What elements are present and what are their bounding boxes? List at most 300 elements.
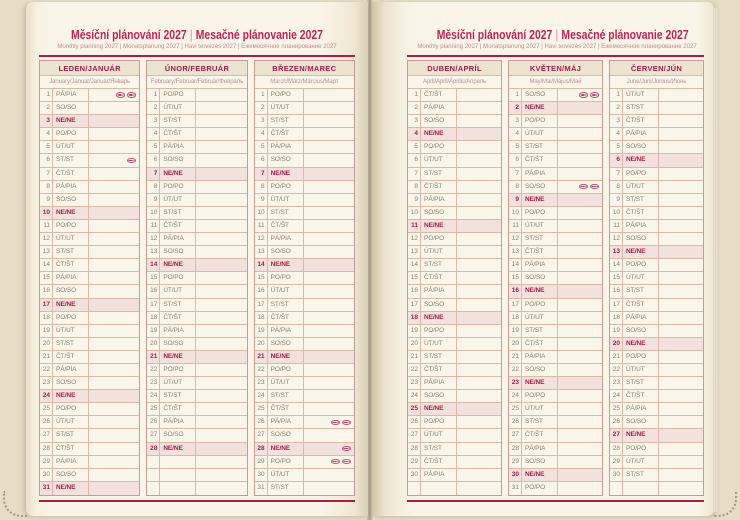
- day-name: SO/SO: [522, 456, 558, 468]
- day-row-april-27: [408, 429, 501, 442]
- day-number: 13: [610, 246, 623, 258]
- day-name: PÁ/PIA: [522, 259, 558, 271]
- day-name: ST/ST: [160, 299, 196, 311]
- day-name: ČT/ŠT: [268, 403, 304, 415]
- day-number: 22: [255, 364, 268, 376]
- day-row-april-5: [408, 141, 501, 154]
- day-row-february-4: [147, 128, 246, 141]
- day-row-june-28: [610, 443, 703, 456]
- day-row-march-6: [255, 154, 354, 167]
- day-number: 31: [40, 482, 53, 495]
- day-notes: [89, 299, 139, 311]
- day-number: 27: [408, 429, 421, 441]
- day-notes: [196, 469, 246, 481]
- day-notes: [89, 259, 139, 271]
- day-number: 18: [40, 312, 53, 324]
- day-notes: [304, 89, 354, 101]
- day-number: 2: [509, 102, 522, 114]
- day-name: ÚT/UT: [268, 194, 304, 206]
- day-notes: [457, 364, 501, 376]
- day-name: ČT/ŠT: [421, 89, 457, 101]
- day-name: ČT/ŠT: [421, 181, 457, 193]
- day-number: 3: [610, 115, 623, 127]
- day-row-february-19: [147, 325, 246, 338]
- day-number: 12: [40, 233, 53, 245]
- day-notes: [558, 181, 602, 193]
- day-name: ČT/ŠT: [160, 403, 196, 415]
- day-row-january-6: [40, 154, 139, 167]
- day-notes: [304, 456, 354, 468]
- day-name: SO/SO: [421, 390, 457, 402]
- day-number: 17: [408, 299, 421, 311]
- day-number: 26: [147, 416, 160, 428]
- day-name: PO/PO: [268, 364, 304, 376]
- day-notes: [558, 220, 602, 232]
- day-number: 6: [40, 154, 53, 166]
- day-row-march-5: [255, 141, 354, 154]
- day-name: ČT/ŠT: [623, 299, 659, 311]
- day-row-april-22: [408, 364, 501, 377]
- day-name: PÁ/PIA: [268, 325, 304, 337]
- holiday-flag-icon: [579, 184, 588, 190]
- day-notes: [457, 285, 501, 297]
- day-number: 8: [40, 181, 53, 193]
- day-notes: [558, 469, 602, 481]
- day-notes: [659, 181, 703, 193]
- month-grid: [40, 89, 139, 495]
- day-name: PO/PO: [160, 89, 196, 101]
- day-row-may-11: [509, 220, 602, 233]
- day-number: 23: [610, 377, 623, 389]
- day-name: ÚT/UT: [160, 285, 196, 297]
- cover-stitching-bottom-left: [3, 491, 27, 517]
- day-name: ÚT/UT: [522, 220, 558, 232]
- month-grid: [408, 89, 501, 495]
- day-name: PO/PO: [160, 181, 196, 193]
- title-slovak: Mesačné plánovanie 2027: [195, 27, 323, 42]
- day-name: PÁ/PIA: [522, 168, 558, 180]
- day-notes: [457, 259, 501, 271]
- day-number: [147, 482, 160, 495]
- day-notes: [304, 364, 354, 376]
- footer-rule: [407, 500, 704, 502]
- day-row-june-4: [610, 128, 703, 141]
- day-number: 7: [610, 168, 623, 180]
- day-number: 10: [610, 207, 623, 219]
- day-name: ÚT/UT: [268, 102, 304, 114]
- day-notes: [196, 233, 246, 245]
- day-name: PÁ/PIA: [623, 403, 659, 415]
- day-number: 12: [610, 233, 623, 245]
- day-row-march-23: [255, 377, 354, 390]
- day-row-may-28: [509, 443, 602, 456]
- day-name: ÚT/UT: [53, 416, 89, 428]
- day-row-may-24: [509, 390, 602, 403]
- day-number: 9: [255, 194, 268, 206]
- day-row-june-8: [610, 181, 703, 194]
- day-name: ST/ST: [623, 194, 659, 206]
- day-name: PÁ/PIA: [53, 89, 89, 101]
- day-number: 23: [509, 377, 522, 389]
- day-row-june-11: [610, 220, 703, 233]
- day-number: 1: [610, 89, 623, 101]
- day-notes: [304, 194, 354, 206]
- day-row-april-2: [408, 102, 501, 115]
- day-name: NE/NE: [623, 429, 659, 441]
- day-notes: [304, 220, 354, 232]
- day-number: 7: [147, 168, 160, 180]
- day-row-march-1: [255, 89, 354, 102]
- day-name: SO/SO: [522, 272, 558, 284]
- day-row-january-16: [40, 285, 139, 298]
- day-notes: [457, 246, 501, 258]
- day-row-february-18: [147, 312, 246, 325]
- day-notes: [304, 338, 354, 350]
- day-notes: [457, 220, 501, 232]
- day-name: NE/NE: [268, 443, 304, 455]
- day-number: 18: [147, 312, 160, 324]
- holiday-flag-icon: [590, 184, 599, 190]
- day-notes: [558, 482, 602, 495]
- day-number: 7: [509, 168, 522, 180]
- day-notes: [304, 390, 354, 402]
- day-row-april-10: [408, 207, 501, 220]
- day-row-march-2: [255, 102, 354, 115]
- day-notes: [89, 246, 139, 258]
- day-name: NE/NE: [268, 259, 304, 271]
- day-notes: [457, 128, 501, 140]
- day-name: PÁ/PIA: [53, 456, 89, 468]
- day-row-march-22: [255, 364, 354, 377]
- day-row-may-20: [509, 338, 602, 351]
- day-number: 11: [147, 220, 160, 232]
- holiday-flag-icon: [342, 459, 351, 465]
- day-row-february-3: [147, 115, 246, 128]
- day-number: 15: [147, 272, 160, 284]
- day-number: 8: [147, 181, 160, 193]
- day-notes: [457, 89, 501, 101]
- day-number: [147, 469, 160, 481]
- day-number: 4: [408, 128, 421, 140]
- day-notes: [89, 325, 139, 337]
- day-notes: [304, 469, 354, 481]
- day-notes: [304, 246, 354, 258]
- day-name: NE/NE: [53, 482, 89, 495]
- day-number: 6: [147, 154, 160, 166]
- day-number: 4: [610, 128, 623, 140]
- day-notes: [558, 207, 602, 219]
- day-notes: [457, 272, 501, 284]
- day-notes: [304, 233, 354, 245]
- day-row-april-23: [408, 377, 501, 390]
- day-row-february-21: [147, 351, 246, 364]
- day-name: PO/PO: [268, 89, 304, 101]
- day-name: SO/SO: [522, 364, 558, 376]
- day-row-march-26: [255, 416, 354, 429]
- day-number: 25: [408, 403, 421, 415]
- day-row-march-21: [255, 351, 354, 364]
- day-row-february-22: [147, 364, 246, 377]
- day-notes: [558, 89, 602, 101]
- day-number: 25: [40, 403, 53, 415]
- day-name: ST/ST: [522, 141, 558, 153]
- day-notes: [659, 194, 703, 206]
- day-number: 2: [255, 102, 268, 114]
- day-notes: [558, 115, 602, 127]
- day-name: ČT/ŠT: [268, 220, 304, 232]
- day-name: NE/NE: [522, 377, 558, 389]
- day-number: 26: [509, 416, 522, 428]
- day-notes: [196, 220, 246, 232]
- day-number: 28: [147, 443, 160, 455]
- day-notes: [196, 364, 246, 376]
- day-notes: [89, 128, 139, 140]
- day-notes: [304, 403, 354, 415]
- day-number: 24: [408, 390, 421, 402]
- day-notes: [659, 102, 703, 114]
- day-row-june-14: [610, 259, 703, 272]
- day-number: 5: [40, 141, 53, 153]
- holiday-flag-icon: [331, 420, 340, 426]
- day-row-january-9: [40, 194, 139, 207]
- day-name: PO/PO: [522, 390, 558, 402]
- day-row-may-6: [509, 154, 602, 167]
- day-number: 9: [610, 194, 623, 206]
- day-name: NE/NE: [623, 338, 659, 350]
- day-name: ÚT/UT: [268, 285, 304, 297]
- day-number: 5: [147, 141, 160, 153]
- day-name: PÁ/PIA: [421, 285, 457, 297]
- day-notes: [89, 168, 139, 180]
- day-notes: [196, 416, 246, 428]
- day-notes: [89, 364, 139, 376]
- day-number: 24: [509, 390, 522, 402]
- day-notes: [457, 469, 501, 481]
- day-row-february-15: [147, 272, 246, 285]
- day-name: ČT/ŠT: [522, 338, 558, 350]
- day-number: 31: [509, 482, 522, 495]
- page-edge-stack: [713, 8, 717, 512]
- day-notes: [659, 168, 703, 180]
- day-number: 28: [408, 443, 421, 455]
- day-number: 15: [610, 272, 623, 284]
- day-notes: [89, 194, 139, 206]
- day-row-january-20: [40, 338, 139, 351]
- month-languages: April/April/Április/Апрель: [408, 76, 501, 89]
- day-notes: [558, 168, 602, 180]
- day-row-may-4: [509, 128, 602, 141]
- day-row-june-9: [610, 194, 703, 207]
- day-row-january-24: [40, 390, 139, 403]
- day-row-february-6: [147, 154, 246, 167]
- day-notes: [89, 312, 139, 324]
- day-number: 21: [255, 351, 268, 363]
- day-row-january-17: [40, 299, 139, 312]
- day-notes: [457, 325, 501, 337]
- day-number: 12: [255, 233, 268, 245]
- day-number: 27: [147, 429, 160, 441]
- day-number: 16: [408, 285, 421, 297]
- day-row-april-7: [408, 168, 501, 181]
- day-name: PÁ/PIA: [160, 416, 196, 428]
- day-number: 7: [255, 168, 268, 180]
- day-name: PÁ/PIA: [268, 233, 304, 245]
- day-name: ČT/ŠT: [53, 259, 89, 271]
- day-number: 22: [610, 364, 623, 376]
- day-row-january-8: [40, 181, 139, 194]
- day-number: 24: [255, 390, 268, 402]
- day-number: 29: [40, 456, 53, 468]
- day-row-june-16: [610, 285, 703, 298]
- day-row-april-16: [408, 285, 501, 298]
- day-number: 19: [610, 325, 623, 337]
- day-number: 15: [408, 272, 421, 284]
- day-name: ST/ST: [623, 102, 659, 114]
- day-name: PO/PO: [268, 272, 304, 284]
- day-row-march-27: [255, 429, 354, 442]
- day-number: 1: [509, 89, 522, 101]
- day-notes: [659, 115, 703, 127]
- day-notes: [457, 403, 501, 415]
- day-name: PO/PO: [623, 168, 659, 180]
- day-number: 10: [255, 207, 268, 219]
- day-number: 28: [509, 443, 522, 455]
- day-number: 23: [255, 377, 268, 389]
- day-notes: [196, 429, 246, 441]
- day-name: ST/ST: [623, 285, 659, 297]
- day-number: 10: [408, 207, 421, 219]
- day-name: NE/NE: [268, 351, 304, 363]
- day-notes: [304, 429, 354, 441]
- day-name: NE/NE: [160, 259, 196, 271]
- day-row-february-5: [147, 141, 246, 154]
- month-languages: January/Januar/Január/Январь: [40, 76, 139, 89]
- day-notes: [89, 377, 139, 389]
- day-name: ST/ST: [421, 259, 457, 271]
- day-number: 19: [40, 325, 53, 337]
- day-row-april-8: [408, 181, 501, 194]
- day-notes: [304, 141, 354, 153]
- day-name: ST/ST: [421, 351, 457, 363]
- day-notes: [196, 456, 246, 468]
- day-notes: [304, 207, 354, 219]
- day-name: [421, 482, 457, 495]
- day-notes: [558, 377, 602, 389]
- day-name: PÁ/PIA: [421, 194, 457, 206]
- day-row-february-14: [147, 259, 246, 272]
- day-name: SO/SO: [421, 299, 457, 311]
- day-notes: [457, 429, 501, 441]
- day-name: PÁ/PIA: [160, 325, 196, 337]
- day-notes: [457, 390, 501, 402]
- day-number: 11: [509, 220, 522, 232]
- day-notes: [196, 259, 246, 271]
- day-notes: [457, 416, 501, 428]
- day-number: 11: [40, 220, 53, 232]
- day-row-january-31: [40, 482, 139, 495]
- month-name: ČERVEN/JÚN: [610, 61, 703, 76]
- day-row-june-21: [610, 351, 703, 364]
- day-name: SO/SO: [623, 416, 659, 428]
- day-number: 27: [509, 429, 522, 441]
- day-row-june-29: [610, 456, 703, 469]
- day-notes: [89, 482, 139, 495]
- header-rule: [39, 55, 355, 57]
- page-subtitle: Monthly planning 2027 | Monatsplanung 2027 | Havi tervezés 2027 | Ежемесячное планирование 2027: [57, 43, 337, 50]
- day-number: 27: [40, 429, 53, 441]
- day-name: SO/SO: [421, 115, 457, 127]
- day-notes: [558, 338, 602, 350]
- day-row-february-16: [147, 285, 246, 298]
- day-number: 26: [255, 416, 268, 428]
- day-notes: [659, 207, 703, 219]
- day-number: 19: [147, 325, 160, 337]
- day-row-empty: [610, 482, 703, 495]
- day-number: 1: [147, 89, 160, 101]
- day-row-january-7: [40, 168, 139, 181]
- day-number: 12: [147, 233, 160, 245]
- day-row-february-13: [147, 246, 246, 259]
- day-name: SO/SO: [160, 154, 196, 166]
- day-row-january-30: [40, 469, 139, 482]
- day-number: 31: [255, 482, 268, 495]
- day-row-may-29: [509, 456, 602, 469]
- day-name: NE/NE: [160, 443, 196, 455]
- day-name: ČT/ŠT: [421, 272, 457, 284]
- day-name: ČT/ŠT: [160, 220, 196, 232]
- day-notes: [196, 403, 246, 415]
- day-name: PÁ/PIA: [522, 443, 558, 455]
- day-notes: [558, 102, 602, 114]
- day-name: PÁ/PIA: [623, 128, 659, 140]
- day-notes: [196, 207, 246, 219]
- day-row-may-25: [509, 403, 602, 416]
- day-number: 1: [40, 89, 53, 101]
- day-number: 6: [408, 154, 421, 166]
- day-notes: [304, 285, 354, 297]
- holiday-flag-icon: [342, 446, 351, 452]
- day-name: PO/PO: [421, 141, 457, 153]
- day-row-january-13: [40, 246, 139, 259]
- day-notes: [304, 272, 354, 284]
- day-notes: [89, 154, 139, 166]
- day-name: ST/ST: [623, 469, 659, 481]
- day-row-march-31: [255, 482, 354, 495]
- day-number: 20: [610, 338, 623, 350]
- day-name: NE/NE: [522, 102, 558, 114]
- day-name: ST/ST: [421, 168, 457, 180]
- month-languages: March/März/Március/Март: [255, 76, 354, 89]
- day-number: [408, 482, 421, 495]
- day-row-february-27: [147, 429, 246, 442]
- day-name: SO/SO: [268, 246, 304, 258]
- day-row-march-12: [255, 233, 354, 246]
- month-january: [39, 60, 140, 496]
- day-name: ČT/ŠT: [522, 154, 558, 166]
- day-row-april-29: [408, 456, 501, 469]
- day-number: 8: [255, 181, 268, 193]
- day-row-may-13: [509, 246, 602, 259]
- day-notes: [457, 115, 501, 127]
- holiday-flag-icon: [127, 92, 136, 98]
- day-notes: [659, 246, 703, 258]
- day-notes: [457, 312, 501, 324]
- day-notes: [196, 482, 246, 495]
- day-row-may-15: [509, 272, 602, 285]
- day-name: PÁ/PIA: [421, 102, 457, 114]
- day-number: 4: [147, 128, 160, 140]
- day-notes: [89, 351, 139, 363]
